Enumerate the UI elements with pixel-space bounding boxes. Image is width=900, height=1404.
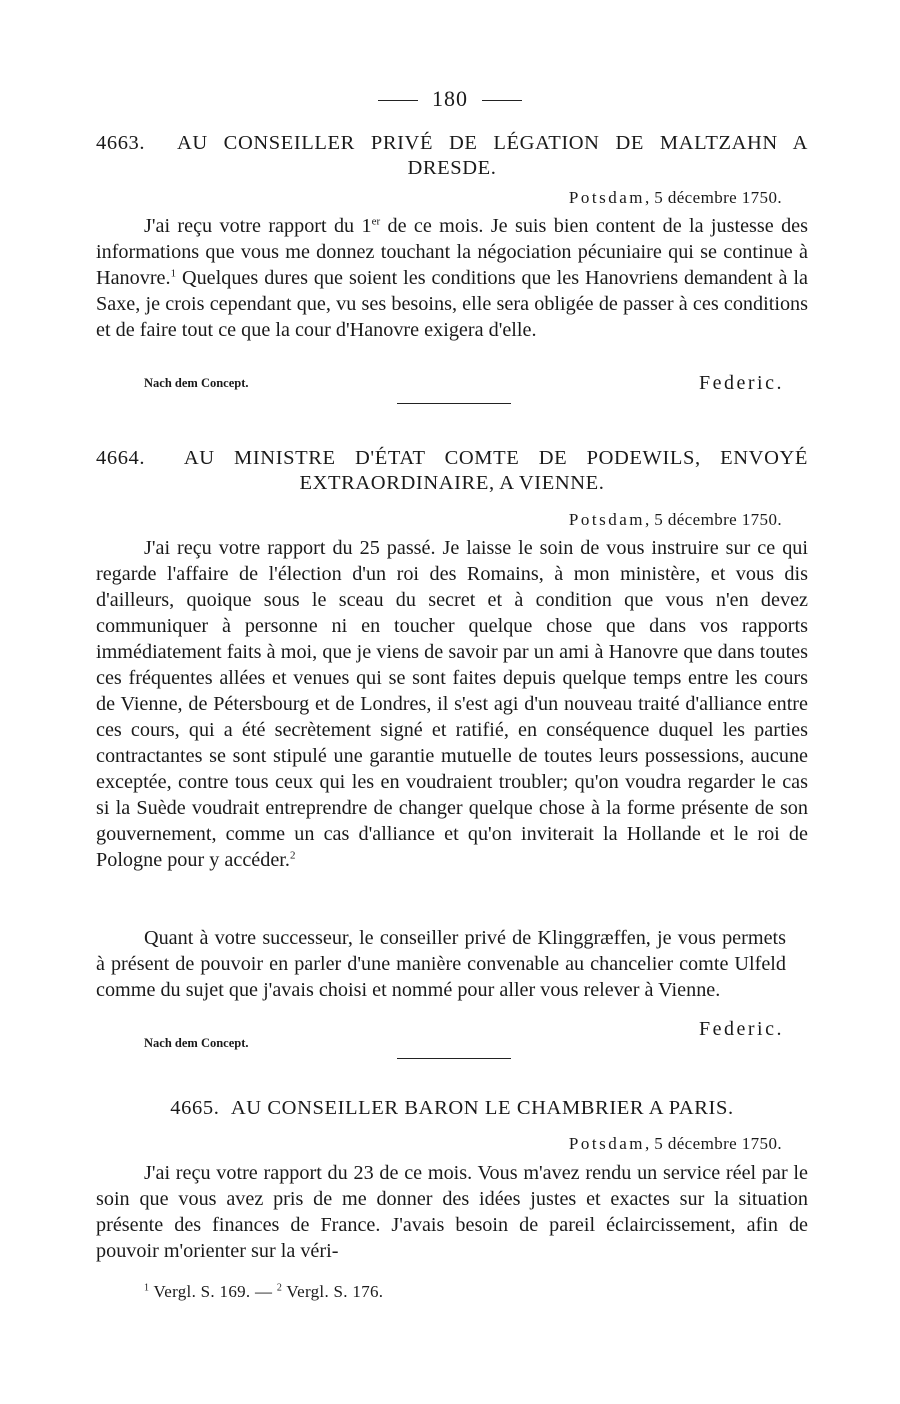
place-name: Potsdam [568, 1134, 645, 1153]
section-divider [397, 403, 511, 404]
header-dash-right [482, 100, 522, 101]
letter-4664-signature: Federic. [699, 1018, 784, 1040]
letter-number: 4664. [96, 447, 146, 469]
letter-4663-dateline: Potsdam, 5 décembre 1750. [568, 188, 782, 207]
page-number: 180 [432, 86, 468, 111]
letter-4663-source-note: Nach dem Concept. [144, 376, 249, 390]
letter-4664-title [96, 446, 808, 496]
letter-4663-signature: Federic. [699, 372, 784, 394]
footnote-2-text: Vergl. S. 176. [282, 1282, 384, 1301]
letter-4663-body: J'ai reçu votre rapport du 1er de ce mois. Je suis bien content de la justesse des informations que vous me donnez touchant la négociation pécuniaire qui se continue à Hanovre.$^1$ Quelques dures que soient les conditions que les Hanovriens demandent à la Saxe, je crois cependant que, vu ses besoins, elle sera obligée de passer à ces conditions et de faire tout ce que la cour d'Hanovre exigera d'elle. [96, 215, 808, 341]
footnotes [144, 1282, 383, 1302]
place-name: Potsdam [568, 510, 645, 529]
header-dash-left [378, 100, 418, 101]
page-header [0, 86, 900, 112]
letter-heading: AU MINISTRE D'ÉTAT COMTE DE PODEWILS, ENVOYÉ EXTRAORDINAIRE, A VIENNE. [183, 447, 808, 494]
date: 5 décembre 1750. [654, 1134, 782, 1153]
letter-4665-title [96, 1096, 808, 1121]
letter-4664-paragraph-2: Quant à votre successeur, le conseiller privé de Klinggræffen, je vous permets à présent de pouvoir en parler d'une manière convenable au chancelier comte Ulfeld comme du sujet que j'avais choisi et nommé pour aller vous relever à Vienne. [96, 927, 786, 1001]
letter-heading: AU CONSEILLER PRIVÉ DE LÉGATION DE MALTZAHN A DRESDE. [176, 132, 809, 179]
letter-4663-title [96, 131, 808, 181]
letter-number: 4665. [170, 1097, 220, 1119]
place-name: Potsdam [568, 188, 645, 207]
footnote-1-text: Vergl. S. 169. — [149, 1282, 277, 1301]
letter-4664-source-note: Nach dem Concept. [144, 1036, 249, 1050]
section-divider [397, 1058, 511, 1059]
letter-4665-dateline: Potsdam, 5 décembre 1750. [568, 1134, 782, 1153]
letter-heading: AU CONSEILLER BARON LE CHAMBRIER A PARIS. [230, 1097, 734, 1119]
footnote-2-mark: 2 [276, 1282, 283, 1294]
footnote-1-mark: 1 [144, 1282, 150, 1294]
letter-number: 4663. [96, 132, 146, 154]
date: 5 décembre 1750. [654, 188, 782, 207]
letter-4664-dateline: Potsdam, 5 décembre 1750. [568, 510, 782, 529]
letter-4665-body: J'ai reçu votre rapport du 23 de ce mois. Vous m'avez rendu un service réel par le soin que vous avez pris de me donner des idées justes et exactes sur la situation présente des finances de France. J'avais besoin de pareil éclaircissement, afin de pouvoir m'orienter sur la véri- [96, 1162, 808, 1262]
letter-4664-paragraph-1: J'ai reçu votre rapport du 25 passé. Je laisse le soin de vous instruire sur ce qui regarde l'affaire de l'élection d'un roi des Romains, à mon ministère, et vous dis d'ailleurs, quoique sous le sceau du secret et à condition que vous n'en devez communiquer à personne ni en toucher quelque chose que dans vos rapports immédiatement faits à moi, que je viens de savoir par un ami à Hanovre que dans toutes ces fréquentes allées et venues qui se sont faites depuis quelque temps entre les cours de Vienne, de Pétersbourg et de Londres, il s'est agi d'un nouveau traité d'alliance entre ces cours, qui a été secrètement signé et ratifié, en conséquence duquel les parties contractantes se sont stipulé une garantie mutuelle de toutes leurs possessions, aucune exceptée, contre tous ceux qui les en voudraient troubler; qu'on voudra regarder le cas si la Suède voudrait entreprendre de changer quelque chose à la forme présente de son gouvernement, comme un cas d'alliance et qu'on inviterait la Hollande et le roi de Pologne pour y accéder.$^2$ [96, 537, 808, 871]
date: 5 décembre 1750. [654, 510, 782, 529]
